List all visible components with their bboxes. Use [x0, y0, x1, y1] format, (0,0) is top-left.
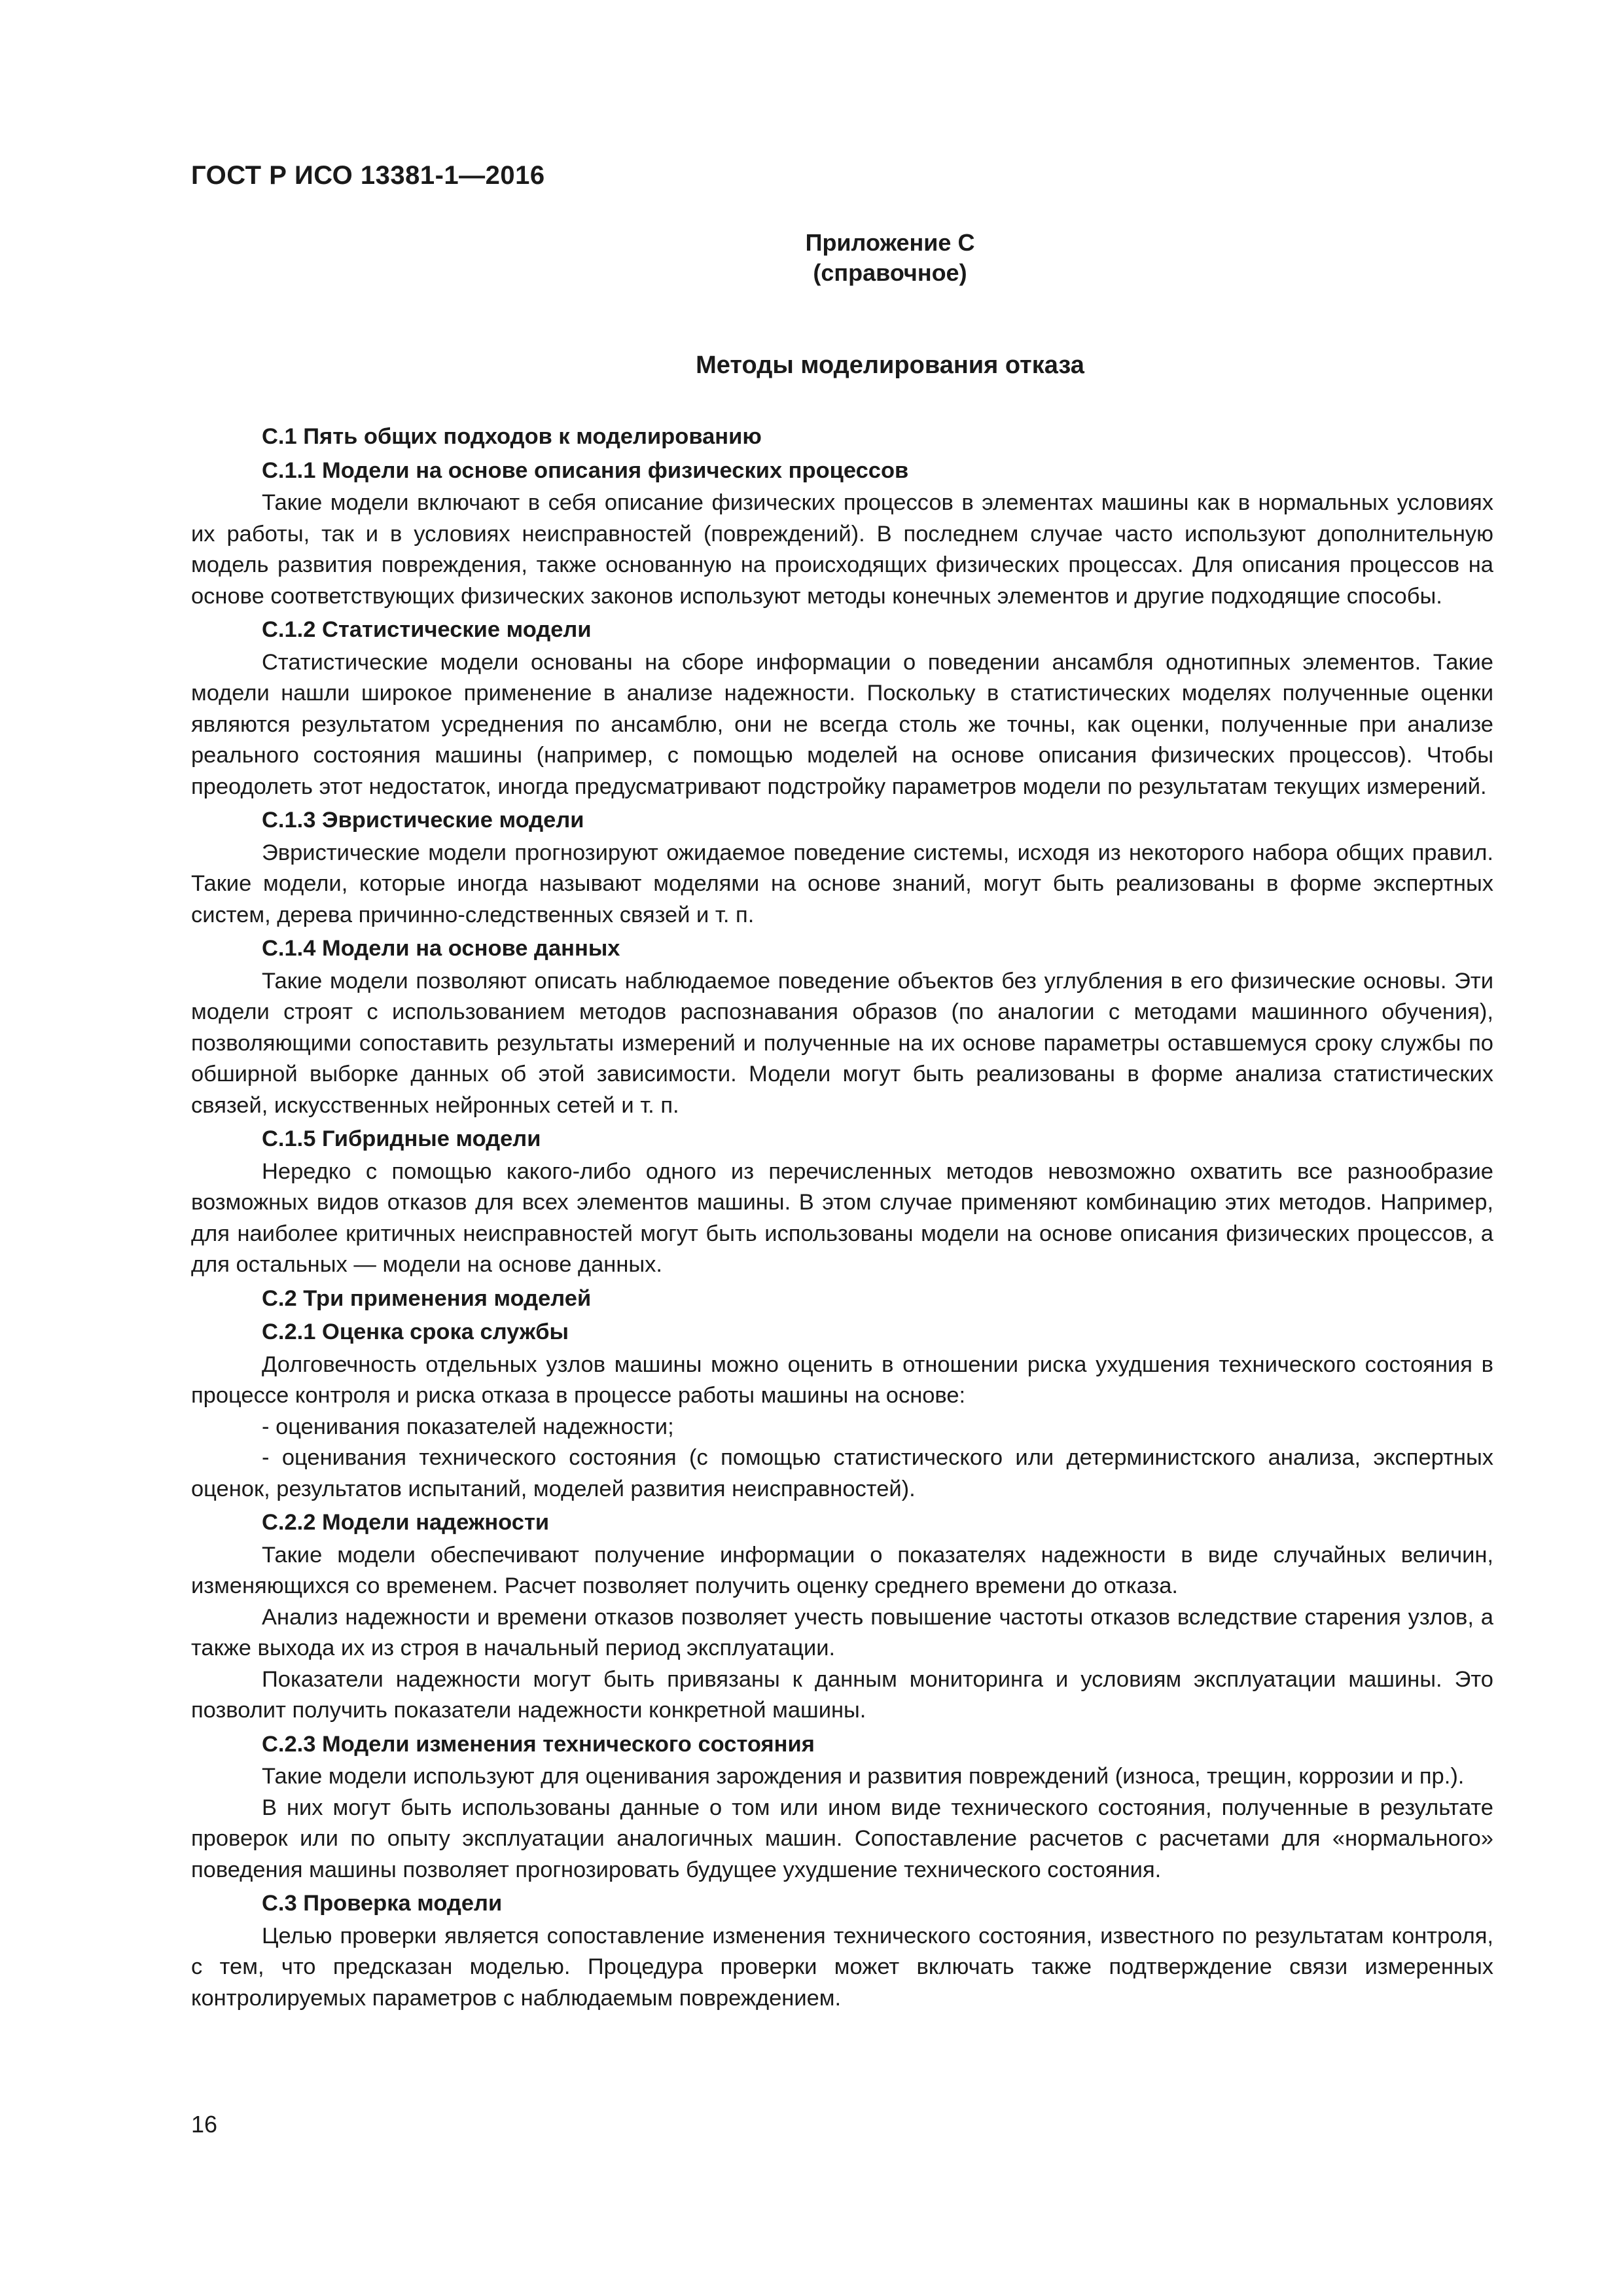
section-heading: С.1.3 Эвристические модели: [262, 808, 584, 833]
section-heading: С.2.3 Модели изменения технического состояния: [262, 1731, 815, 1757]
section-heading: С.1 Пять общих подходов к моделированию: [262, 424, 762, 449]
section-heading: С.2 Три применения моделей: [262, 1285, 592, 1311]
document-body: [191, 419, 1493, 2014]
section-heading: С.1.2 Статистические модели: [262, 617, 592, 642]
body-paragraph: Эвристические модели прогнозируют ожидаемое поведение системы, исходя из некоторого набора общих правил. Такие модели, которые иногда называют моделями на основе знаний, могут быть реализованы в форме экспертных систем, дерева причинно-следственных связей и т. п.: [191, 840, 1493, 927]
list-item: - оценивания показателей надежности;: [262, 1414, 674, 1439]
annex-label: Приложение С: [805, 229, 975, 256]
page-number: 16: [191, 2111, 218, 2138]
list-item: - оценивания технического состояния (с помощью статистического или детерминистского анализа, экспертных оценок, результатов испытаний, моделей развития неисправностей).: [191, 1445, 1493, 1501]
body-paragraph: Такие модели обеспечивают получение информации о показателях надежности в виде случайных величин, изменяющихся со временем. Расчет позволяет получить оценку среднего времени до отказа.: [191, 1542, 1493, 1598]
section-heading: С.3 Проверка модели: [262, 1891, 503, 1916]
body-paragraph: Нередко с помощью какого-либо одного из перечисленных методов невозможно охватить все разнообразие возможных видов отказов для всех элементов машины. В этом случае применяют комбинацию этих методов. Например, для наиболее критичных неисправностей могут быть использованы модели на основе описания физических процессов, а для остальных — модели на основе данных.: [191, 1158, 1493, 1277]
section-heading: С.2.1 Оценка срока службы: [262, 1319, 569, 1344]
body-paragraph: Такие модели позволяют описать наблюдаемое поведение объектов без углубления в его физические основы. Эти модели строят с использованием методов распознавания образов (по аналогии с методами машинного обучения), позволяющими сопоставить результаты измерений и полученные на их основе параметры оставшемуся сроку службы по обширной выборке данных об этой зависимости. Модели могут быть реализованы в форме анализа статистических связей, искусственных нейронных сетей и т. п.: [191, 968, 1493, 1118]
section-heading: С.1.1 Модели на основе описания физических процессов: [262, 457, 909, 483]
body-paragraph: Такие модели включают в себя описание физических процессов в элементах машины как в нормальных условиях их работы, так и в условиях неисправностей (повреждений). В последнем случае часто используют дополнительную модель развития повреждения, также основанную на происходящих физических процессах. Для описания процессов на основе соответствующих физических законов используют методы конечных элементов и другие подходящие способы.: [191, 490, 1493, 609]
body-paragraph: Анализ надежности и времени отказов позволяет учесть повышение частоты отказов вследствие старения узлов, а также выхода их из строя в начальный период эксплуатации.: [191, 1604, 1493, 1660]
body-paragraph: Показатели надежности могут быть привязаны к данным мониторинга и условиям эксплуатации машины. Это позволит получить показатели надежности конкретной машины.: [191, 1666, 1493, 1723]
body-paragraph: Такие модели используют для оценивания зарождения и развития повреждений (износа, трещин, коррозии и пр.).: [262, 1764, 1465, 1789]
document-title: Методы моделирования отказа: [696, 351, 1084, 379]
body-paragraph: Долговечность отдельных узлов машины можно оценить в отношении риска ухудшения технического состояния в процессе контроля и риска отказа в процессе работы машины на основе:: [191, 1352, 1493, 1408]
body-paragraph: Целью проверки является сопоставление изменения технического состояния, известного по результатам контроля, с тем, что предсказан моделью. Процедура проверки может включать также подтверждение связи измеренных контролируемых параметров с наблюдаемым повреждением.: [191, 1923, 1493, 2011]
section-heading: С.1.5 Гибридные модели: [262, 1126, 541, 1151]
section-heading: С.1.4 Модели на основе данных: [262, 936, 620, 961]
section-heading: С.2.2 Модели надежности: [262, 1510, 550, 1535]
annex-type: (справочное): [813, 259, 967, 286]
body-paragraph: В них могут быть использованы данные о том или ином виде технического состояния, полученные в результате проверок или по опыту эксплуатации аналогичных машин. Сопоставление расчетов с расчетами для «нормального» поведения машины позволяет прогнозировать будущее ухудшение технического состояния.: [191, 1795, 1493, 1882]
standard-identifier: ГОСТ Р ИСО 13381-1—2016: [191, 161, 545, 190]
body-paragraph: Статистические модели основаны на сборе информации о поведении ансамбля однотипных элементов. Такие модели нашли широкое применение в анализе надежности. Поскольку в статистических моделях полученные оценки являются результатом усреднения по ансамблю, они не всегда столь же точны, как оценки, полученные при анализе реального состояния машины (например, с помощью моделей на основе описания физических процессов). Чтобы преодолеть этот недостаток, иногда предусматривают подстройку параметров модели по результатам текущих измерений.: [191, 649, 1493, 799]
